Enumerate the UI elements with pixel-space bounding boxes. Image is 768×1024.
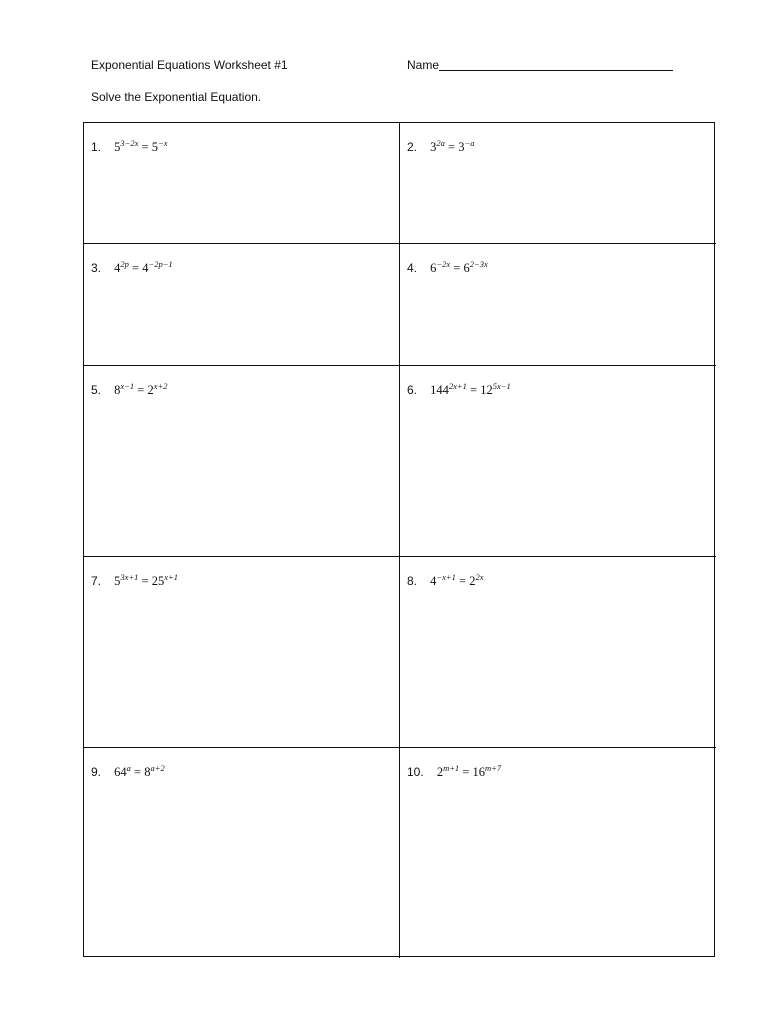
problem-number: 10. xyxy=(407,765,424,779)
equation xyxy=(430,140,474,154)
lhs-base: 4 xyxy=(430,574,437,588)
rhs-base: 16 xyxy=(472,765,485,779)
rhs-exponent: −a xyxy=(464,138,475,148)
problem-cell xyxy=(84,366,400,557)
equals-sign: = xyxy=(459,574,467,588)
rhs-exponent: 2x xyxy=(475,572,484,582)
rhs-exponent: x+1 xyxy=(164,572,178,582)
equation xyxy=(430,261,488,275)
rhs-exponent: a+2 xyxy=(150,763,165,773)
name-blank-line xyxy=(439,60,673,71)
equation xyxy=(114,765,165,779)
equation xyxy=(430,574,483,588)
equation xyxy=(430,383,511,397)
equation xyxy=(114,383,167,397)
equals-sign: = xyxy=(134,765,142,779)
problem-2 xyxy=(407,140,474,155)
lhs-base: 8 xyxy=(114,383,121,397)
equals-sign: = xyxy=(453,261,461,275)
rhs-base: 3 xyxy=(458,140,465,154)
rhs-base: 2 xyxy=(469,574,476,588)
problem-number: 9. xyxy=(91,765,102,779)
equals-sign: = xyxy=(137,383,145,397)
lhs-exponent: 3−2x xyxy=(120,138,139,148)
problem-number: 5. xyxy=(91,383,102,397)
problem-cell xyxy=(84,748,400,958)
rhs-base: 25 xyxy=(151,574,165,588)
problem-number: 8. xyxy=(407,574,418,588)
lhs-base: 5 xyxy=(114,140,121,154)
equals-sign: = xyxy=(470,383,478,397)
lhs-exponent: 2a xyxy=(436,138,445,148)
problem-6 xyxy=(407,383,511,398)
problem-3 xyxy=(91,261,173,276)
instructions: Solve the Exponential Equation. xyxy=(91,90,262,104)
name-field xyxy=(407,58,673,72)
problem-cell xyxy=(400,244,716,366)
problem-grid xyxy=(83,122,715,957)
lhs-exponent: 2x+1 xyxy=(448,381,467,391)
lhs-exponent: m+1 xyxy=(443,763,460,773)
problem-9 xyxy=(91,765,165,780)
problem-number: 4. xyxy=(407,261,418,275)
lhs-base: 2 xyxy=(436,765,444,779)
equals-sign: = xyxy=(141,140,149,154)
problem-number: 6. xyxy=(407,383,418,397)
lhs-exponent: 2p xyxy=(120,259,129,269)
rhs-base: 5 xyxy=(151,140,158,154)
equation xyxy=(114,574,178,588)
equals-sign: = xyxy=(141,574,149,588)
lhs-base: 6 xyxy=(430,261,437,275)
rhs-exponent: −2p−1 xyxy=(148,259,173,269)
problem-8 xyxy=(407,574,483,589)
lhs-base: 3 xyxy=(430,140,437,154)
problem-7 xyxy=(91,574,178,589)
equation xyxy=(437,765,501,779)
rhs-exponent: 5x−1 xyxy=(492,381,511,391)
problem-number: 3. xyxy=(91,261,102,275)
rhs-exponent: m+7 xyxy=(485,763,502,773)
equals-sign: = xyxy=(132,261,140,275)
problem-number: 1. xyxy=(91,140,102,154)
lhs-base: 5 xyxy=(114,574,121,588)
problem-1 xyxy=(91,140,167,155)
equals-sign: = xyxy=(448,140,456,154)
rhs-base: 8 xyxy=(144,765,151,779)
problem-4 xyxy=(407,261,488,276)
rhs-base: 6 xyxy=(463,261,470,275)
problem-number: 7. xyxy=(91,574,102,588)
lhs-exponent: a xyxy=(126,763,131,773)
problem-cell xyxy=(84,244,400,366)
problem-cell xyxy=(84,557,400,748)
rhs-exponent: −x xyxy=(157,138,168,148)
lhs-exponent: −x+1 xyxy=(436,572,456,582)
problem-number: 2. xyxy=(407,140,418,154)
problem-cell xyxy=(84,123,400,244)
worksheet-title: Exponential Equations Worksheet #1 xyxy=(91,58,288,72)
lhs-exponent: 3x+1 xyxy=(120,572,139,582)
rhs-exponent: 2−3x xyxy=(469,259,488,269)
lhs-base: 64 xyxy=(114,765,127,779)
equation xyxy=(114,140,167,154)
problem-cell xyxy=(400,123,716,244)
problem-cell xyxy=(400,557,716,748)
equals-sign: = xyxy=(462,765,470,779)
name-label: Name xyxy=(407,58,440,72)
rhs-base: 2 xyxy=(147,383,154,397)
problem-cell xyxy=(400,366,716,557)
lhs-base: 4 xyxy=(114,261,121,275)
lhs-exponent: −2x xyxy=(436,259,451,269)
rhs-base: 4 xyxy=(142,261,149,275)
problem-10 xyxy=(407,765,501,780)
lhs-exponent: x−1 xyxy=(120,381,135,391)
rhs-exponent: x+2 xyxy=(153,381,168,391)
equation xyxy=(114,261,173,275)
lhs-base: 144 xyxy=(430,383,449,397)
rhs-base: 12 xyxy=(480,383,493,397)
problem-5 xyxy=(91,383,167,398)
problem-cell xyxy=(400,748,716,958)
